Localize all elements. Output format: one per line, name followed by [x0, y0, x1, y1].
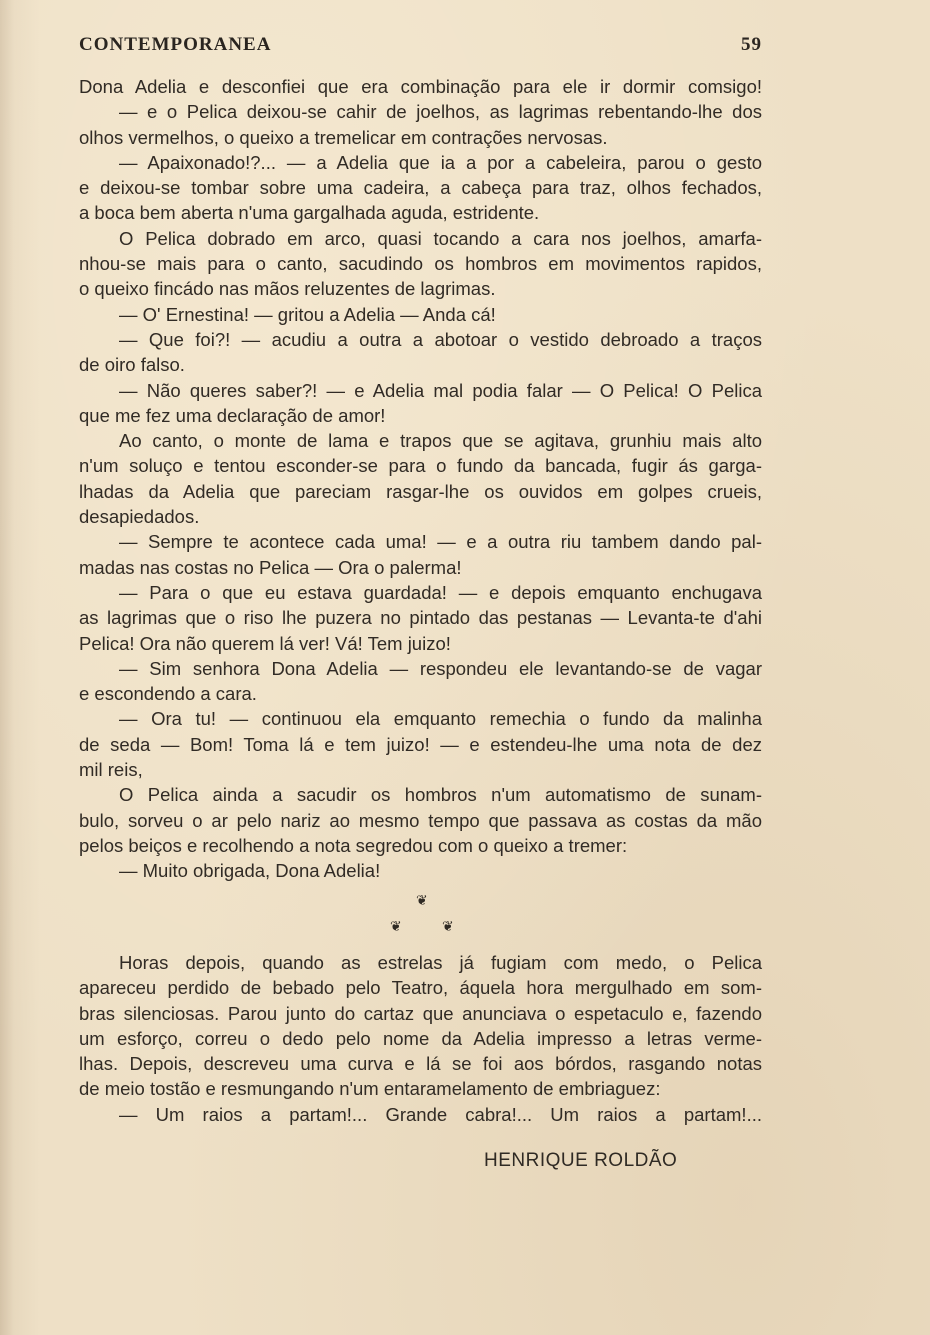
text-line: madas nas costas no Pelica — Ora o palerma!: [79, 556, 462, 578]
text-line: — Que foi?! — acudiu a outra a abotoar o vestido debroado a traços: [119, 328, 762, 350]
text-line: — Sim senhora Dona Adelia — respondeu ele levantando-se de vagar: [119, 657, 762, 679]
section-ornament: [79, 893, 762, 943]
text-line: de seda — Bom! Toma lá e tem juizo! — e estendeu-lhe uma nota de dez: [79, 733, 762, 755]
text-line: O Pelica dobrado em arco, quasi tocando a cara nos joelhos, amarfa-: [119, 227, 762, 249]
text-line: desapiedados.: [79, 506, 200, 528]
text-line: — Apaixonado!?... — a Adelia que ia a por a cabeleira, parou o gesto: [119, 151, 762, 173]
text-line: um esforço, correu o dedo pelo nome da Adelia impresso a letras verme-: [79, 1027, 762, 1049]
text-line: n'um soluço e tentou esconder-se para o fundo da bancada, fugir ás garga-: [79, 455, 762, 477]
text-line: O Pelica ainda a sacudir os hombros n'um automatismo de sunam-: [119, 784, 762, 806]
text-line: de oiro falso.: [79, 354, 185, 376]
text-line: nhou-se mais para o canto, sacudindo os hombros em movimentos rapidos,: [79, 253, 762, 275]
text-line: — Sempre te acontece cada uma! — e a outra riu tambem dando pal-: [119, 531, 762, 553]
header-title: CONTEMPORANEA: [79, 34, 272, 55]
text-line: olhos vermelhos, o queixo a tremelicar em contrações nervosas.: [79, 126, 608, 148]
text-line: Ao canto, o monte de lama e trapos que se agitava, grunhiu mais alto: [119, 430, 762, 452]
text-line: e deixou-se tombar sobre uma cadeira, a cabeça para traz, olhos fechados,: [79, 177, 762, 199]
text-line: apareceu perdido de bebado pelo Teatro, áquela hora mergulhado em som-: [79, 977, 762, 999]
fleuron-icon: ❦: [442, 919, 454, 935]
closing-paragraph: [79, 950, 762, 1127]
fleuron-icon: ❦: [416, 893, 428, 909]
text-line: — O' Ernestina! — gritou a Adelia — Anda cá!: [119, 303, 496, 325]
text-line: — e o Pelica deixou-se cahir de joelhos, as lagrimas rebentando-lhe dos: [119, 101, 762, 123]
text-line: Pelica! Ora não querem lá ver! Vá! Tem juizo!: [79, 632, 451, 654]
text-line: pelos beiços e recolhendo a nota segredou com o queixo a tremer:: [79, 834, 628, 856]
text-line: — Um raios a partam!... Grande cabra!... Um raios a partam!...: [119, 1103, 762, 1125]
text-line: — Ora tu! — continuou ela emquanto remechia o fundo da malinha: [119, 708, 762, 730]
text-line: mil reis,: [79, 759, 143, 781]
text-line: — Para o que eu estava guardada! — e depois emquanto enchugava: [119, 581, 762, 603]
text-line: lhas. Depois, descreveu uma curva e lá se foi aos bórdos, rasgando notas: [79, 1053, 762, 1075]
text-line: de meio tostão e resmungando n'um entaramelamento de embriaguez:: [79, 1078, 661, 1100]
text-line: lhadas da Adelia que pareciam rasgar-lhe os ouvidos em golpes crueis,: [79, 480, 762, 502]
text-line: — Não queres saber?! — e Adelia mal podia falar — O Pelica! O Pelica: [119, 379, 762, 401]
text-line: a boca bem aberta n'uma gargalhada aguda, estridente.: [79, 202, 540, 224]
fleuron-icon: ❦: [390, 919, 402, 935]
text-line: Horas depois, quando as estrelas já fugiam com medo, o Pelica: [119, 952, 762, 973]
text-line: o queixo fincádo nas mãos reluzentes de lagrimas.: [79, 278, 496, 300]
text-line: bulo, sorveu o ar pelo nariz ao mesmo tempo que passava as costas da mão: [79, 809, 762, 831]
text-line: — Muito obrigada, Dona Adelia!: [119, 860, 381, 882]
text-line: que me fez uma declaração de amor!: [79, 404, 386, 426]
text-line: e escondendo a cara.: [79, 683, 257, 705]
page-number: 59: [741, 34, 762, 55]
running-header: [79, 34, 762, 58]
text-line: Dona Adelia e desconfiei que era combinação para ele ir dormir comsigo!: [79, 76, 762, 97]
text-line: bras silenciosas. Parou junto do cartaz que anunciava o espetaculo e, fazendo: [79, 1002, 762, 1024]
author-signature: HENRIQUE ROLDÃO: [484, 1150, 678, 1171]
body-text: [79, 74, 762, 884]
text-line: as lagrimas que o riso lhe puzera no pintado das pestanas — Levanta-te d'ahi: [79, 607, 762, 629]
